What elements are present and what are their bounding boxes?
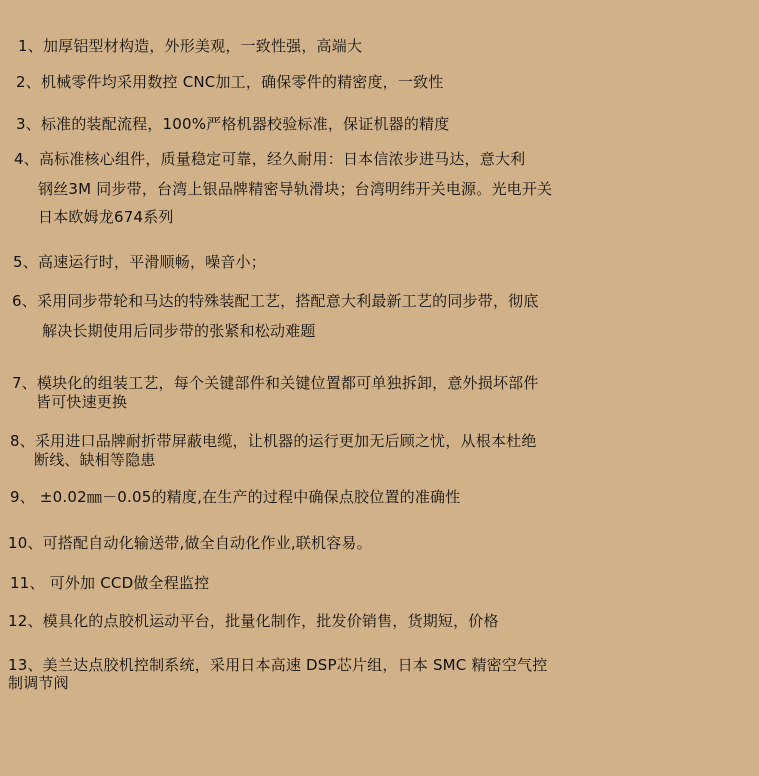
item-2-line-1: 2、机械零件均采用数控 CNC加工，确保零件的精密度，一致性 bbox=[16, 73, 444, 91]
item-1-line-1: 1、加厚铝型材构造，外形美观，一致性强，高端大 bbox=[18, 37, 363, 55]
item-4-line-2: 钢丝3M 同步带，台湾上银品牌精密导轨滑块；台湾明纬开关电源。光电开关 bbox=[38, 180, 553, 198]
item-6-line-2: 解决长期使用后同步带的张紧和松动难题 bbox=[42, 322, 316, 340]
item-6-line-1: 6、采用同步带轮和马达的特殊装配工艺，搭配意大利最新工艺的同步带，彻底 bbox=[12, 292, 539, 310]
item-13-line-2: 制调节阀 bbox=[8, 674, 69, 692]
item-5-line-1: 5、高速运行时，平滑顺畅，噪音小； bbox=[13, 253, 266, 271]
item-8-line-1: 8、采用进口品牌耐折带屏蔽电缆，让机器的运行更加无后顾之忧，从根本杜绝 bbox=[10, 432, 537, 450]
item-4-line-3: 日本欧姆龙674系列 bbox=[38, 208, 174, 226]
item-3-line-1: 3、标准的装配流程，100%严格机器校验标准，保证机器的精度 bbox=[16, 115, 450, 133]
item-10-line-1: 10、可搭配自动化输送带,做全自动化作业,联机容易。 bbox=[8, 534, 372, 552]
item-7-line-2: 皆可快速更换 bbox=[36, 393, 128, 411]
item-8-line-2: 断线、缺相等隐患 bbox=[34, 451, 156, 469]
item-11-line-1: 11、 可外加 CCD做全程监控 bbox=[10, 574, 210, 592]
item-13-line-1: 13、美兰达点胶机控制系统，采用日本高速 DSP芯片组，日本 SMC 精密空气控 bbox=[8, 656, 548, 674]
item-4-line-1: 4、高标准核心组件，质量稳定可靠，经久耐用：日本信浓步进马达，意大利 bbox=[14, 150, 526, 168]
item-9-line-1: 9、 ±0.02㎜－0.05的精度,在生产的过程中确保点胶位置的准确性 bbox=[10, 488, 461, 506]
item-12-line-1: 12、模具化的点胶机运动平台，批量化制作，批发价销售，货期短，价格 bbox=[8, 612, 499, 630]
item-7-line-1: 7、模块化的组装工艺，每个关键部件和关键位置都可单独拆卸，意外损坏部件 bbox=[12, 374, 539, 392]
